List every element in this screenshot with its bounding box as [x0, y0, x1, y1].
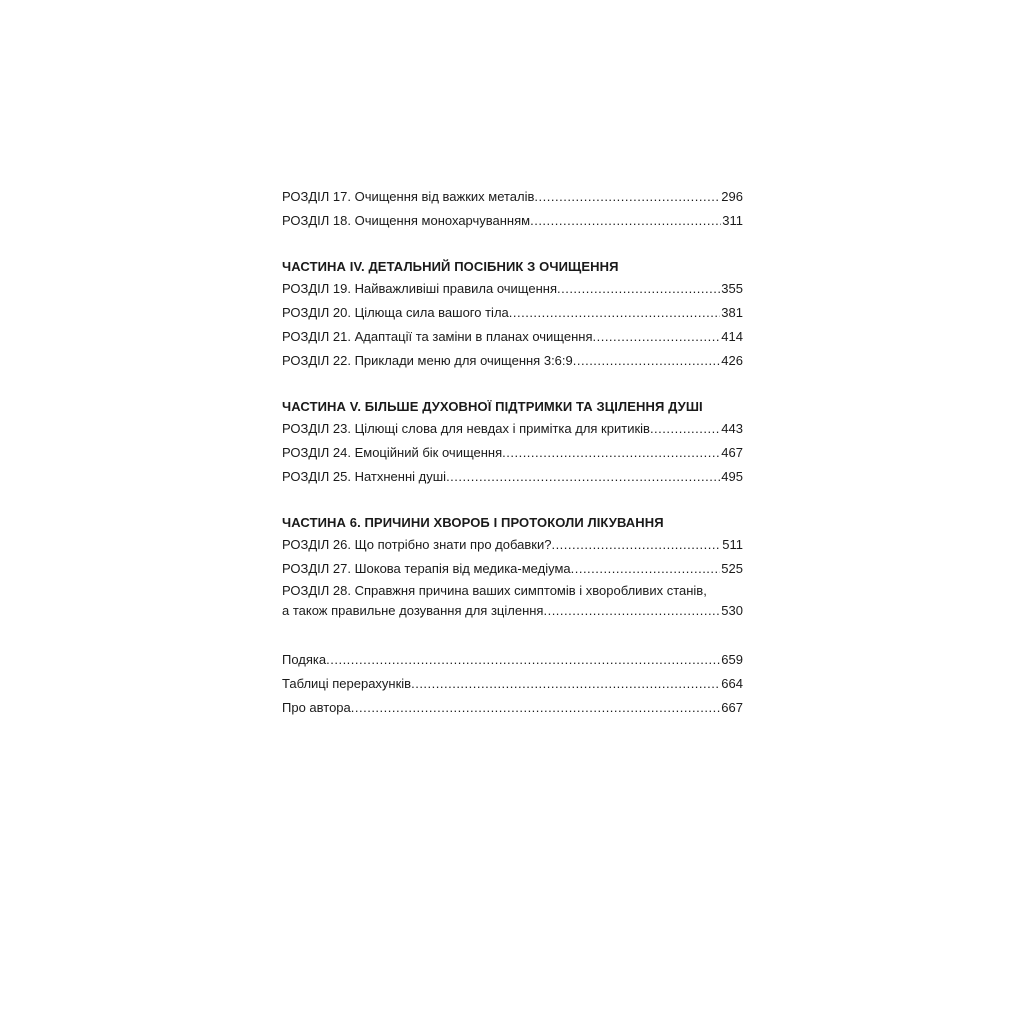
table-of-contents — [282, 185, 743, 720]
toc-entry-chapter-22[interactable] — [282, 349, 743, 373]
dot-leader — [509, 301, 721, 325]
toc-entry-title-line2: а також правильне дозування для зцілення — [282, 603, 544, 618]
toc-entry-page: 667 — [721, 700, 743, 715]
toc-entry-page: 664 — [721, 676, 743, 691]
toc-entry-title: РОЗДІЛ 22. Приклади меню для очищення 3:6:9 — [282, 353, 573, 368]
toc-entry-chapter-21[interactable] — [282, 325, 743, 349]
toc-entry-title: Подяка — [282, 652, 327, 667]
toc-entry-page: 530 — [721, 603, 743, 618]
toc-entry-page: 355 — [721, 281, 743, 296]
dot-leader — [534, 185, 720, 209]
toc-entry-page: 311 — [722, 213, 743, 228]
dot-leader — [543, 601, 720, 621]
toc-entry-chapter-27[interactable] — [282, 557, 743, 581]
toc-entry-title: РОЗДІЛ 23. Цілющі слова для невдах і примітка для критиків — [282, 421, 650, 436]
dot-leader — [411, 672, 720, 696]
toc-entry-page: 426 — [721, 353, 743, 368]
dot-leader — [502, 441, 720, 465]
dot-leader — [650, 417, 720, 441]
toc-entry-title: РОЗДІЛ 21. Адаптації та заміни в планах очищення — [282, 329, 593, 344]
toc-entry-page: 525 — [721, 561, 743, 576]
dot-leader — [551, 533, 721, 557]
toc-entry-chapter-20[interactable] — [282, 301, 743, 325]
toc-entry-chapter-25[interactable] — [282, 465, 743, 489]
dot-leader — [573, 349, 721, 373]
toc-entry-about-author[interactable] — [282, 696, 743, 720]
toc-entry-chapter-26[interactable] — [282, 533, 743, 557]
section-spacer — [282, 621, 743, 648]
toc-entry-page: 659 — [721, 652, 743, 667]
toc-entry-conversion-tables[interactable] — [282, 672, 743, 696]
toc-entry-page: 296 — [721, 189, 743, 204]
dot-leader — [446, 465, 720, 489]
toc-entry-title: РОЗДІЛ 26. Що потрібно знати про добавки? — [282, 537, 552, 552]
toc-entry-acknowledgements[interactable] — [282, 648, 743, 672]
dot-leader — [351, 696, 721, 720]
toc-entry-chapter-23[interactable] — [282, 417, 743, 441]
part-heading-v: ЧАСТИНА V. БІЛЬШЕ ДУХОВНОЇ ПІДТРИМКИ ТА ЗЦІЛЕННЯ ДУШІ — [282, 399, 703, 414]
part-heading-6: ЧАСТИНА 6. ПРИЧИНИ ХВОРОБ І ПРОТОКОЛИ ЛІКУВАННЯ — [282, 515, 664, 530]
toc-entry-page: 511 — [722, 537, 743, 552]
toc-entry-title-line1: РОЗДІЛ 28. Справжня причина ваших симптомів і хворобливих станів, — [282, 583, 707, 598]
toc-entry-title: РОЗДІЛ 19. Найважливіші правила очищення — [282, 281, 557, 296]
toc-entry-title: РОЗДІЛ 25. Натхненні душі — [282, 469, 447, 484]
toc-entry-page: 467 — [721, 445, 743, 460]
dot-leader — [571, 557, 721, 581]
toc-entry-page: 443 — [721, 421, 743, 436]
toc-entry-chapter-17[interactable] — [282, 185, 743, 209]
dot-leader — [592, 325, 720, 349]
dot-leader — [530, 209, 721, 233]
toc-entry-chapter-28[interactable] — [282, 581, 743, 621]
toc-entry-page: 381 — [721, 305, 743, 320]
toc-entry-chapter-18[interactable] — [282, 209, 743, 233]
toc-entry-page: 414 — [721, 329, 743, 344]
toc-entry-title: Таблиці перерахунків — [282, 676, 412, 691]
toc-entry-title: Про автора — [282, 700, 351, 715]
toc-entry-title: РОЗДІЛ 17. Очищення від важких металів — [282, 189, 535, 204]
dot-leader — [557, 277, 720, 301]
toc-entry-page: 495 — [721, 469, 743, 484]
toc-entry-chapter-24[interactable] — [282, 441, 743, 465]
part-heading-iv: ЧАСТИНА IV. ДЕТАЛЬНИЙ ПОСІБНИК З ОЧИЩЕННЯ — [282, 259, 619, 274]
toc-entry-title-line2-row — [282, 601, 743, 621]
toc-entry-title: РОЗДІЛ 20. Цілюща сила вашого тіла — [282, 305, 509, 320]
dot-leader — [326, 648, 720, 672]
toc-entry-title: РОЗДІЛ 24. Емоційний бік очищення — [282, 445, 503, 460]
toc-entry-title: РОЗДІЛ 18. Очищення монохарчуванням — [282, 213, 531, 228]
toc-entry-title: РОЗДІЛ 27. Шокова терапія від медика-медіума — [282, 561, 571, 576]
toc-entry-chapter-19[interactable] — [282, 277, 743, 301]
